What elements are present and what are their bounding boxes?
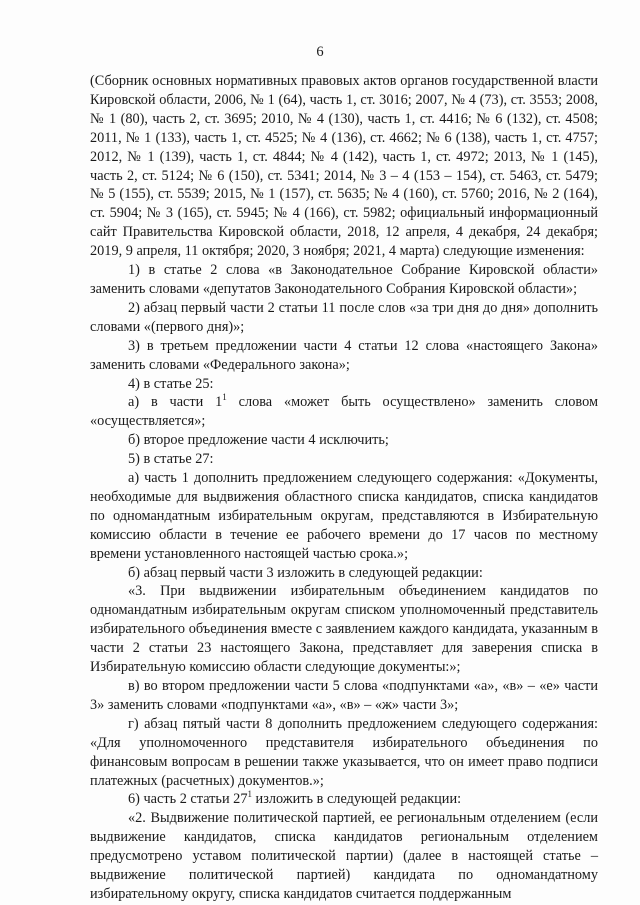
text-fragment: а) в части 1: [128, 394, 223, 411]
document-body: [90, 72, 598, 904]
paragraph-item-5g: г) абзац пятый части 8 дополнить предложением следующего содержания: «Для уполномоченного представителя избирательного объединения по финансовым вопросам в решении также указывается, что он имеет право подписи платежных (расчетных) документов.»;: [90, 715, 598, 789]
paragraph-quote-3: «3. При выдвижении избирательным объединением кандидатов по одномандатным избирательным округам списком уполномоченный представитель избирательного объединения вместе с заявлением каждого кандидата, указанным в части 2 статьи 23 настоящего Закона, представляет для заверения списка в Избирательную комиссию области следующие документы:»;: [90, 583, 598, 676]
superscript: 1: [247, 789, 252, 800]
paragraph-item-3: 3) в третьем предложении части 4 статьи 12 слова «настоящего Закона» заменить словами «Федерального закона»;: [90, 337, 598, 373]
paragraph-item-4a: [90, 393, 598, 431]
text-fragment: 6) часть 2 статьи 27: [128, 791, 248, 808]
paragraph-item-5: 5) в статье 27:: [128, 451, 214, 468]
paragraph-quote-2: «2. Выдвижение политической партией, ее региональным отделением (если выдвижение кандидатов, списка кандидатов региональным отделением предусмотрено уставом политической партии) (далее в настоящей статье – выдвижение политической партией) кандидата по одномандатному избирательному округу, списка кандидатов считается поддержанным: [90, 810, 598, 902]
paragraph-item-4: 4) в статье 25:: [128, 375, 214, 392]
paragraph-item-6: [90, 790, 598, 809]
paragraph-item-5b: б) абзац первый части 3 изложить в следующей редакции:: [128, 564, 483, 581]
superscript: 1: [222, 392, 227, 403]
paragraph-sources: (Сборник основных нормативных правовых актов органов государственной власти Кировской области, 2006, № 1 (64), часть 1, ст. 3016; 2007, № 4 (73), ст. 3553; 2008, № 1 (80), часть 2, ст. 3695; 2010, № 4 (130), часть 1, ст. 4416; № 6 (132), ст. 4508; 2011, № 1 (133), часть 1, ст. 4525; № 4 (136), ст. 4662; № 6 (138), часть 1, ст. 4757; 2012, № 1 (139), часть 1, ст. 4844; № 4 (142), часть 1, ст. 4972; 2013, № 1 (145), часть 2, ст. 5124; № 6 (150), ст. 5341; 2014, № 3 – 4 (153 – 154), ст. 5463, ст. 5479; № 5 (155), ст. 5539; 2015, № 1 (157), ст. 5635; № 4 (160), ст. 5760; 2016, № 2 (164), ст. 5904; № 3 (165), ст. 5945; № 4 (166), ст. 5982; официальный информационный сайт Правительства Кировской области, 2018, 12 апреля, 4 декабря, 24 декабря; 2019, 9 апреля, 11 октября; 2020, 3 ноября; 2021, 4 марта) следующие изменения:: [90, 73, 598, 260]
text-fragment: слова «может быть осуществлено» заменить словом «осуществляется»;: [90, 394, 598, 430]
paragraph-item-5v: в) во втором предложении части 5 слова «подпунктами «а», «в» – «е» части 3» заменить словами «подпунктами «а», «в» – «ж» части 3»;: [90, 678, 598, 713]
paragraph-item-1: 1) в статье 2 слова «в Законодательное Собрание Кировской области» заменить словами «депутатов Законодательного Собрания Кировской области»;: [90, 262, 598, 297]
page-number: 6: [316, 44, 324, 60]
text-fragment: изложить в следующей редакции:: [251, 791, 462, 808]
paragraph-item-4b: б) второе предложение части 4 исключить;: [128, 432, 389, 449]
paragraph-item-2: 2) абзац первый части 2 статьи 11 после слов «за три дня до дня» дополнить словами «(первого дня)»;: [90, 299, 598, 335]
paragraph-item-5a: а) часть 1 дополнить предложением следующего содержания: «Документы, необходимые для выдвижения областного списка кандидатов, списка кандидатов по одномандатным избирательным округам, представляются в Избирательную комиссию области в течение ее рабочего времени до 17 часов по местному времени установленного настоящей частью срока.»;: [90, 470, 598, 562]
